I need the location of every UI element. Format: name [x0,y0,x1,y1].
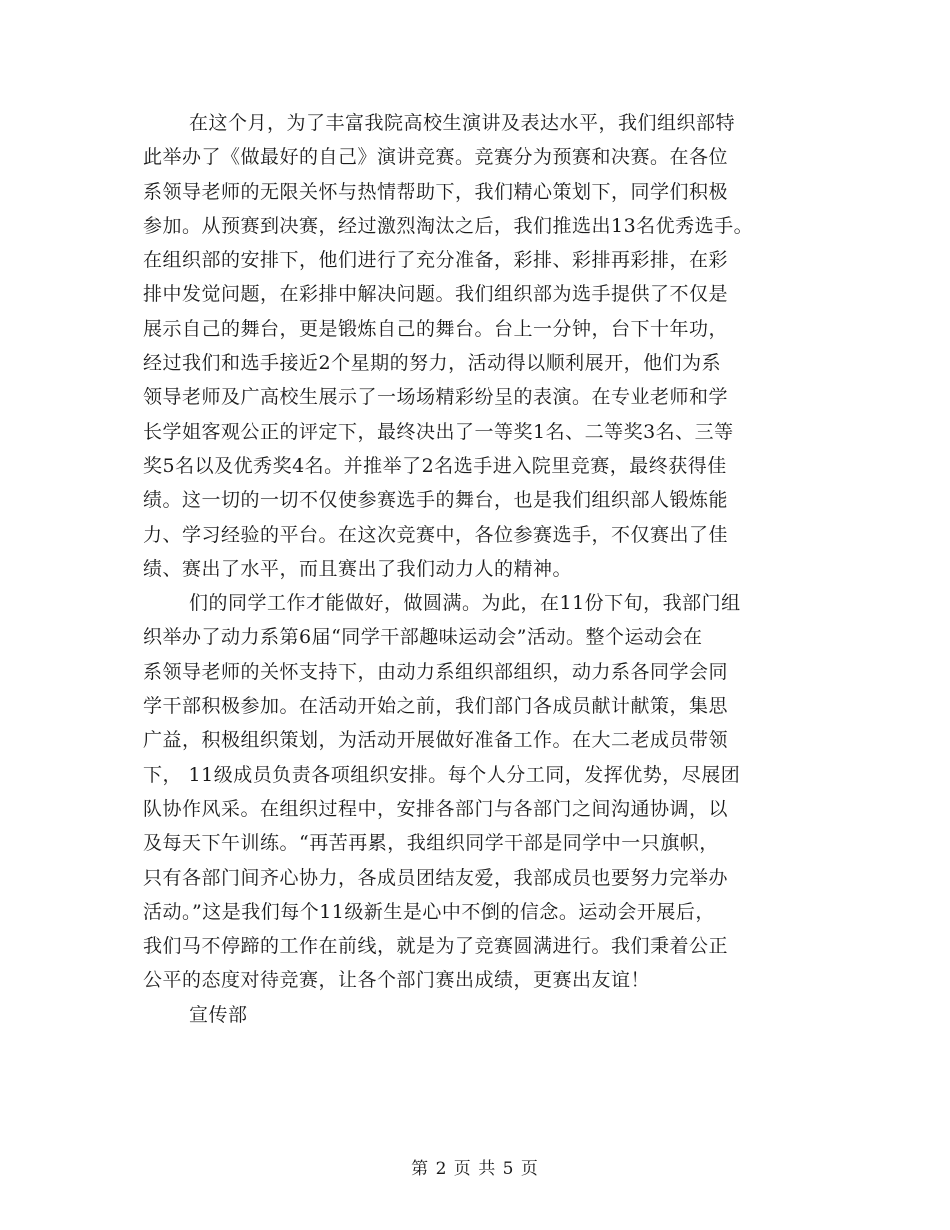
paragraph-line: 力、学习经验的平台。在这次竞赛中，各位参赛选手，不仅赛出了佳 [143,523,729,546]
paragraph-line: 下， 11级成员负责各项组织安排。每个人分工同，发挥优势，尽展团 [143,763,741,786]
section-heading: 宣传部 [189,1003,248,1026]
paragraph-line: 队协作风采。在组织过程中，安排各部门与各部门之间沟通协调，以 [143,797,729,820]
paragraph-line: 系领导老师的关怀支持下，由动力系组织部组织，动力系各同学会同 [143,660,729,683]
paragraph-line: 活动。”这是我们每个11级新生是心中不倒的信念。运动会开展后， [143,900,715,923]
paragraph-line: 经过我们和选手接近2个星期的努力，活动得以顺利展开，他们为系 [143,352,722,375]
paragraph-line: 排中发觉问题，在彩排中解决问题。我们组织部为选手提供了不仅是 [143,283,729,306]
paragraph-line: 们的同学工作才能做好，做圆满。为此，在11份下旬，我部门组 [189,592,741,615]
paragraph-line: 在这个月，为了丰富我院高校生演讲及表达水平，我们组织部特 [189,112,736,134]
paragraph-line: 参加。从预赛到决赛，经过激烈淘汰之后，我们推选出13名优秀选手。 [143,214,754,237]
paragraph-line: 此举办了《做最好的自己》演讲竞赛。竞赛分为预赛和决赛。在各位 [143,146,729,169]
body-text [143,106,823,1032]
paragraph-line: 我们马不停蹄的工作在前线，就是为了竞赛圆满进行。我们秉着公正 [143,935,729,958]
paragraph-line: 公平的态度对待竞赛，让各个部门赛出成绩，更赛出友谊！ [143,969,651,992]
paragraph-line: 学干部积极参加。在活动开始之前，我们部门各成员献计献策，集思 [143,695,729,718]
paragraph-line: 长学姐客观公正的评定下，最终决出了一等奖1名、二等奖3名、三等 [143,420,734,443]
paragraph-line: 广益，积极组织策划，为活动开展做好准备工作。在大二老成员带领 [143,729,729,752]
paragraph-line: 展示自己的舞台，更是锻炼自己的舞台。台上一分钟，台下十年功， [143,317,729,340]
paragraph-line: 只有各部门间齐心协力，各成员团结友爱，我部成员也要努力完举办 [143,866,729,889]
paragraph-line: 织举办了动力系第6届“同学干部趣味运动会”活动。整个运动会在 [143,626,703,649]
paragraph-line: 绩、赛出了水平，而且赛出了我们动力人的精神。 [143,557,573,580]
paragraph-line: 及每天下午训练。“再苦再累，我组织同学干部是同学中一只旗帜， [143,832,719,855]
page-footer: 第 2 页 共 5 页 [411,1159,539,1179]
paragraph-line: 在组织部的安排下，他们进行了充分准备，彩排、彩排再彩排，在彩 [143,249,729,272]
paragraph-line: 领导老师及广高校生展示了一场场精彩纷呈的表演。在专业老师和学 [143,386,729,409]
paragraph-line: 系领导老师的无限关怀与热情帮助下，我们精心策划下，同学们积极 [143,180,729,203]
paragraph-line: 奖5名以及优秀奖4名。并推举了2名选手进入院里竞赛，最终获得佳 [143,454,727,477]
paragraph-line: 绩。这一切的一切不仅使参赛选手的舞台，也是我们组织部人锻炼能 [143,489,729,512]
